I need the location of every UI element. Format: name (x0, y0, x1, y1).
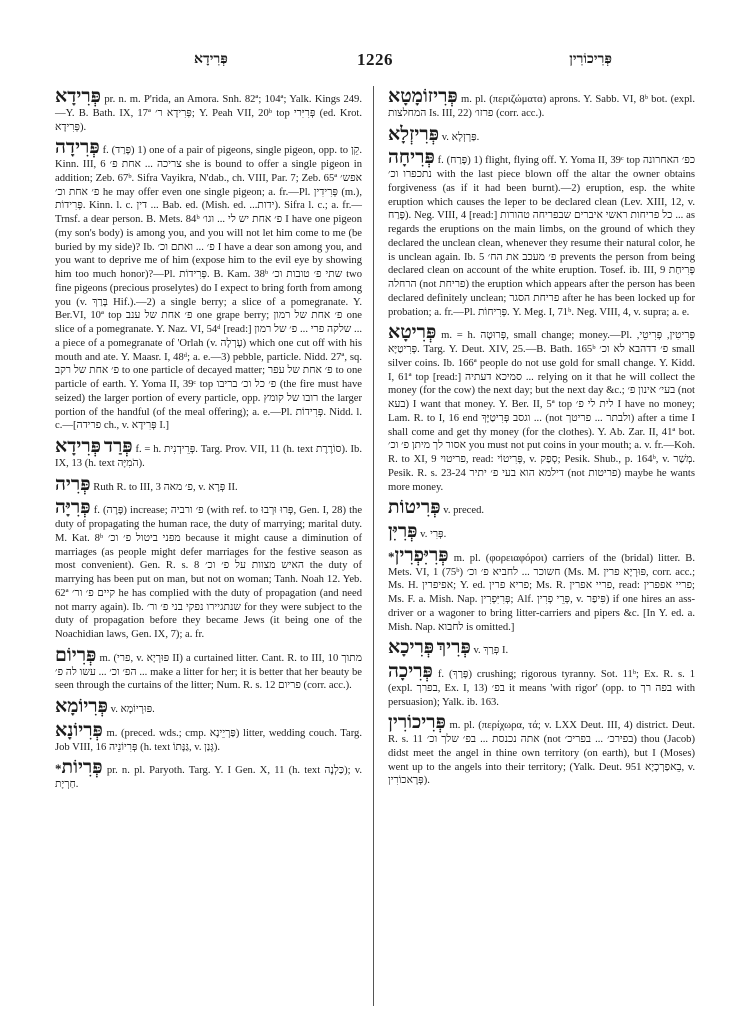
entry-headword: פְּרִיטוֹת (388, 497, 441, 519)
entry-headword: פְּרִיוֹמָא (55, 696, 108, 717)
entry-text: f. (פָּרַךְ) crushing; rigorous tyranny. Sot. 11ᵇ; Ex. R. s. 1 (expl. בפרך, Ex. I, 13) בפ׳ it means 'with rigor' (opp. to בפה רך with persuasion); Yalk. ib. 163. (388, 669, 695, 708)
entry-text: v. פְּרַךְ I. (473, 645, 509, 657)
dictionary-entry (55, 86, 362, 134)
entry-text: m. (preced. wds.; cmp. פַּרְיֵינָא) litter, wedding couch. Targ. Job VIII, 16 פְּרִיוֹנֵיה (h. text גַּנָּתוֹ, v. גְּנַן). (55, 727, 362, 753)
page-header (48, 52, 702, 76)
entry-text: v. preced. (443, 505, 485, 517)
entry-headword: פְּרִיוֹם (55, 644, 97, 666)
entry-text: v. פְּרִי. (420, 529, 447, 540)
dictionary-entry (388, 544, 696, 635)
entry-headword: פְּרִיִּפְרִין (394, 544, 449, 566)
entry-headword: פְּרִיטָא (388, 322, 437, 344)
column-divider (373, 86, 374, 1006)
dictionary-entry (55, 719, 362, 755)
dictionary-entry (388, 637, 695, 659)
dictionary-entry (55, 757, 362, 792)
entry-headword: פְּרִיה (55, 473, 91, 495)
entry-headword: פְּרִיזוֹמָטָא (388, 86, 458, 107)
right-column (388, 86, 696, 795)
entry-text: v. פּוּרְיוֹמָא. (110, 704, 155, 715)
entry-headword: פְּרִידָא (55, 86, 101, 107)
entry-headword: פְּרִיוֹת (61, 757, 103, 779)
entry-headword-variant: פְּרִיךְ (436, 637, 471, 659)
dictionary-entry (388, 497, 695, 519)
entry-text: m. pl. (περίχωρα, τά; v. LXX Deut. III, 4) district. Deut. R. s. 11 אתה נכנסת ... בפ׳ שלך וכ׳ (not בפירכ׳ ... בפריכ׳) thou (Jacob) didst meet the angel in thine own territory (on earth), but I (Moses) went up to the angels into their territory; (Yalk. Deut. 951 בֵאפַרְכְיָא, v. פְּרָאכוֹרִין). (388, 720, 695, 787)
dictionary-entry (55, 137, 363, 433)
dictionary-entry (388, 661, 695, 709)
dictionary-entry (388, 521, 695, 542)
entry-headword: פְּרִידָה (55, 137, 100, 159)
dictionary-entry (388, 322, 696, 494)
entry-text: f. (פָּרַד) 1) one of a pair of pigeons, single pigeon, opp. to קֵן. Kinn. III, 6 צריכה ... אחת פ׳ she is bound to offer a single pigeon in addition; Zeb. 67ᵇ. Sifra Vayikra, N'dab., ch. VIII, Par. 7; Zeb. 65ª אפש׳ פ׳ אחת וכ׳ he may offer even one single pigeon; a. fr.—Pl. פְּרִידִין (m.), פְּרִידוֹת. Kinn. l. c. דין ... Bab. ed. (Mish. ed. ...ידות). Sifra l. c.; a. fr.—Trnsf. a dear person. B. Mets. 84ᵇ פ׳ אחת יש לי ... וגו׳ I have one pigeon (my son's body) is among you, and you will not let him come to me (be buried by my side)? Ib. פ׳ ... ואתם וכ׳ I have a dear son among you, and you want to deprive me of him (expose him to the evil eye by showing him too much honor)?—Pl. פְּרִידוֹת. B. Kam. 38ᵇ שתי פ׳ טובות וכ׳ two fine pigeons (precious proselytes) do I expect to bring forth from among you (v. בָּרַךְ Hif.).—2) a single berry; a slice of a pomegranate. Y. Ber.VI, 10ª top פ׳ אחת של ענב one grape berry; פ׳ אחת של רמון one slice of a pomegranate. Y. Naz. VI, 54ᵈ [read:] שלקה פרי ... פ׳ של רמון ... a piece of a pomegranate of 'Orlah (v. עָרְלָה) which one cut off with his mouth and ate. Y. Maasr. I, 48ᵈ; a. e.—3) pebble, particle. Nidd. 27ª, sq. פ׳ אחת של רקב to one particle of decayed matter; פ׳ אחת של עפר to one particle of earth. Y. Yoma II, 39ᶜ top פ׳ כל וכ׳ בריבו (the fire must have seized) the larger portion of every particle, opp. רובו של קומץ the larger portion of the handful (of the meal offering); a. e.—Pl. פְּרִידוֹת. Nidd. l. c.—[פרידה ch., v. פְּרִידָא I.] (55, 145, 363, 432)
dictionary-entry (388, 147, 695, 319)
entry-text: pr. n. m. P'rida, an Amora. Snh. 82ª; 104ª; Yalk. Kings 249.—Y. B. Bath. IX, 17ª פְּרִידָא ר׳; Y. Peah VII, 20ᵇ top פְּרִיִּרי (ed. Krot. פְּרִידָא). (55, 94, 362, 133)
entry-headword: פְּרִיָּה (55, 497, 91, 519)
entry-text: f. (פָּרָה) increase; פ׳ ורביה (with ref. to פְּרוּ וּרְבוּ, Gen. I, 28) the duty of propagating the human race, the duty of marrying; marital duty. M. Kat. 8ᵇ מפני ביטול פ׳ וכ׳ because it might cause a diminution of marriages (as people might defer marriages for the festive season as most convenient). Gen. R. s. 8 האיש מצוות על פ׳ וכ׳ the duty of marrying has been put on man, but not on woman; Tanh. Noah 12. Yeb. 62ª קיים פ׳ ור׳ he has complied with the duty of propagation (and need not marry again). Ib. שנתגיירו נפקי בני פ׳ ור׳ for they were subject to the duty of propagation before they became Jews (it being one of the Noachidian laws, Gen. IX, 7); a. fr. (55, 505, 363, 640)
entry-marker: * (55, 761, 62, 777)
entry-text: v. פַּרְזְלָא. (441, 131, 480, 143)
entry-text: f. (פָּרַח) 1) flight, flying off. Y. Yoma II, 39ᶜ top כפ׳ האחרונה נתכפרו וכ׳ with the last piece blown off the altar the owner obtains forgiveness (as if it had been burnt).—2) eruption, esp. the white eruption which causes the leper to be declared clean (Lev. XIII, 12, v. פָּרַח). Neg. VIII, 4 [read:] כל פריחות ראשי איברים שבפריחה טהורות ... as regards the eruptions on the main limbs, on the ground of which they declared the unclean clean, whenever they resume their natural color, he is unclean again. Ib. 5 פ׳ מעכב את הח׳ prevents the person from being declared clean on account of the white eruption. Tosef. ib. III, 9 פְּרִיחַת הרחלה (not פריחת) the eruption which appears after the person has been declared definitely unclean; פריחת הסגר after he has been locked up for probation; a. fr.—Pl. פְּרִיחוֹת. Y. Meg. I, 71ᵇ. Neg. VIII, 4, v. supra; a. e. (388, 155, 695, 318)
dictionary-entry (55, 644, 362, 693)
dictionary-entry (55, 473, 362, 495)
entry-headword: פְּרִיִּן (388, 521, 418, 542)
entry-text: m. (פרי, v. פּוּרְיָא II) a curtained litter. Cant. R. to III, 10 מתוך הפ׳ וכ׳ ... עשו לה פ׳ ... make a litter for her; it is better that her beauty be seen through the curtains of the litter; Num. R. s. 12 פריום (corr. acc.). (55, 652, 362, 692)
entry-headword: פְּרִיכָה (388, 661, 433, 682)
page-number: 1226 (357, 50, 393, 69)
entry-text: m. pl. (φορειαφόροι) carriers of the (bridal) litter. B. Mets. VI, 1 (75ᵇ) חשוכר ... לחביא פ׳ וכ׳ (Ms. M. פּוּרְיָא פרין, corr. acc.; Ms. H. אפיפרין; Y. ed. פריא פרין; Ms. R. פריי אפרין, read: פריי אפפרין; Ms. F. a. Mish. Nap. פְּרִיִּפְרִין; Alf. פְּרֵי פְרִין, v. פִּיפַר) if one hires an ass-driver or a wagoner to bring litter-carriers and pipers &c. [In Y. ed. a. Mish. Nap. לחבוא is omitted.] (388, 552, 696, 633)
entry-headword: פְּרִיחָה (388, 147, 435, 169)
entry-text: f. = h. פְּרֵידְנִית. Targ. Prov. VII, 11 (h. text סוֹרֶרֶת). Ib. IX, 13 (h. text הֹמִיָּה). (55, 444, 362, 469)
running-head-right: פְּרִיכוֹרִין (569, 52, 612, 67)
dictionary-entry (388, 86, 695, 121)
entry-marker: * (388, 548, 395, 564)
dictionary-entry (388, 712, 695, 788)
entry-text: Ruth R. to III, 3 פ׳ מאה, v. פְּרָא II. (93, 481, 238, 493)
entry-headword: פְּרִיזְלָא (388, 123, 440, 145)
entry-headword: פְּרִיכָא (388, 637, 435, 659)
entry-text: pr. n. pl. Paryoth. Targ. Y. I Gen. X, 11 (h. text כַּלְנֶה); v. חַרְיָת. (55, 765, 362, 790)
dictionary-entry (388, 123, 695, 145)
entry-headword: פְּרִידָא (55, 436, 101, 457)
dictionary-entry (55, 436, 362, 471)
dictionary-entry (55, 497, 363, 642)
entry-text: m. pl. (περιζώματα) aprons. Y. Sabb. VI, 8ᵇ bot. (expl. המחלצות Is. III, 22) פרזו׳ (corr. acc.). (388, 94, 695, 119)
running-head-left: פְּרִידָא (194, 52, 228, 67)
entry-headword-variant: פְּרַד (103, 436, 133, 457)
dictionary-entry (55, 696, 362, 717)
entry-headword: פְּרִיכוֹרִין (388, 712, 446, 734)
entry-headword: פְּרִיוֹנָא (55, 719, 103, 741)
left-column (55, 86, 363, 799)
entry-text: m. = h. פְּרוּטָה, small change; money.—Pl. פְּרִיטִין, פְּרִיטֵי, פְּרִיטַיָּא. Targ. Y. Deut. XIV, 25.—B. Bath. 165ᵇ פ׳ דדהבא לא וכ׳ small silver coins. Ib. 166ª people do not use gold for small change. Y. Kidd. I, 61ª top [read:] סמיכא דעתיה ... relying on it that he will collect the money (for the cow) the next day; but the next day &c.; בעי׳ אינון פ׳ (not בעא) I want that money. Y. Ber. II, 5ª top לית לי פ׳ I have no money; Lam. R. to I, 16 end וגסב פְּרִיטַיָּךְ ... (not ולבתר ... פריטך) after a time I shall come and get thy money (for the clothes). Y. Ab. Zar. II, 41ª bot. אסור לך מיתן פ׳ וכ׳ you must not put coins in your mouth; a. v. fr.—Koh. R. to XI, 9 פריטוי, read: פְּרִיטוֹי, v. סְפַק; Pesik. Shub., p. 164ᵇ, v. מְשַׁר. Pesik. R. s. 23-24 דילמא הוא בעי פ׳ יתיר (not פריטות) maybe he wants more money. (388, 330, 696, 493)
